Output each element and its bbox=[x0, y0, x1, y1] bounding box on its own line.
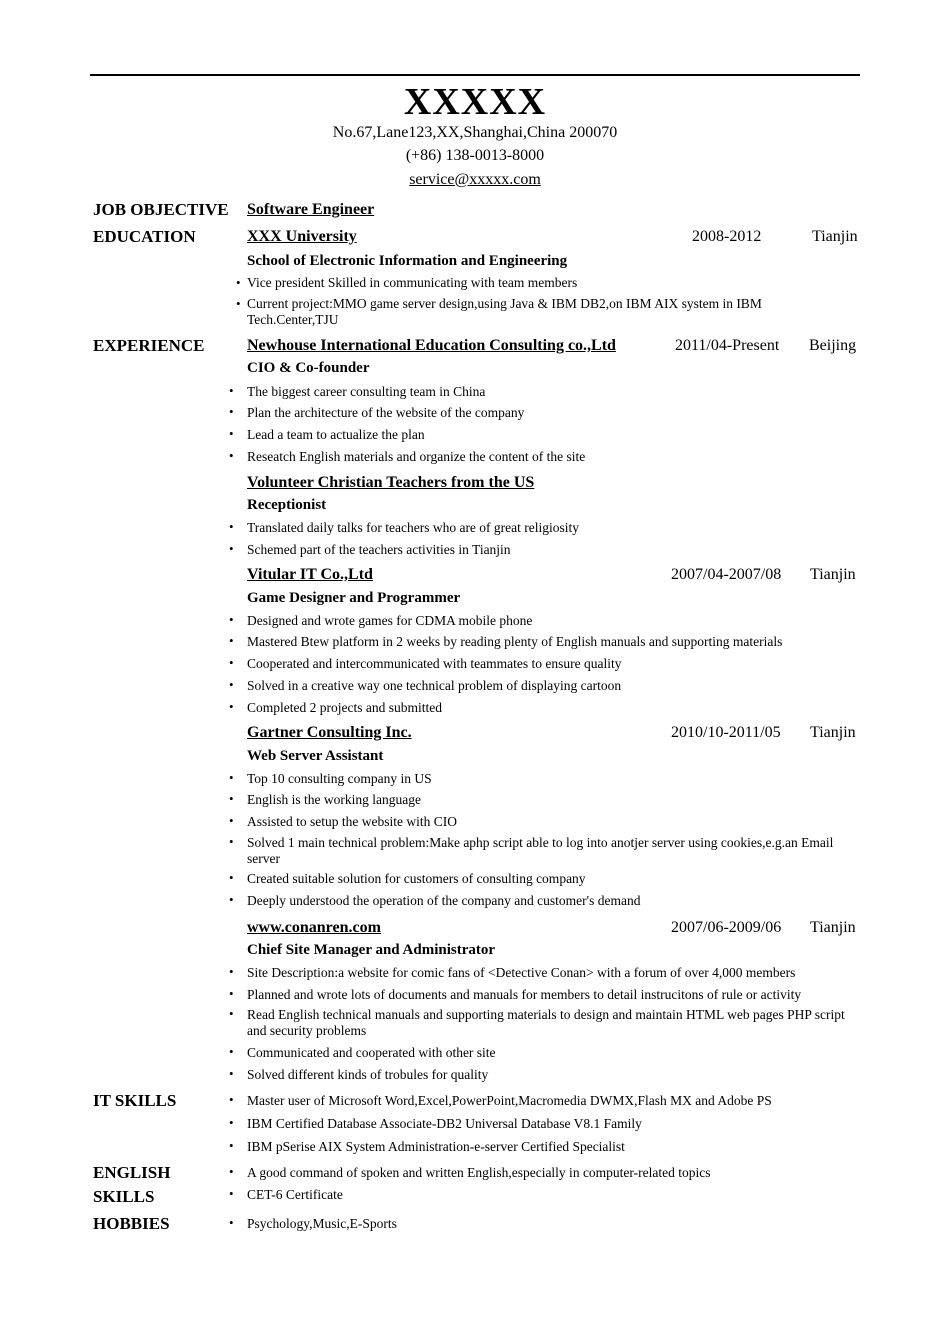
bullet-icon: • bbox=[229, 1138, 234, 1153]
list-item: Read English technical manuals and supporting materials to design and maintain HTML web pages PHP script and security problems bbox=[247, 1007, 845, 1038]
list-item: English is the working language bbox=[247, 792, 421, 807]
bullet-icon: • bbox=[229, 834, 234, 849]
list-item: Planned and wrote lots of documents and manuals for members to detail instrucitons of rule or activity bbox=[247, 987, 802, 1002]
job-role: Chief Site Manager and Administrator bbox=[247, 942, 496, 958]
job-city: Beijing bbox=[809, 337, 857, 354]
bullet-icon: • bbox=[229, 1092, 234, 1107]
email-link[interactable]: service@xxxxx.com bbox=[409, 171, 541, 188]
bullet-icon: • bbox=[229, 791, 234, 806]
job-org[interactable]: www.conanren.com bbox=[247, 919, 381, 936]
list-item: Top 10 consulting company in US bbox=[247, 771, 432, 786]
list-item: Designed and wrote games for CDMA mobile phone bbox=[247, 613, 533, 628]
bullet-icon: • bbox=[236, 296, 241, 311]
job-org: Vitular IT Co.,Ltd bbox=[247, 566, 373, 583]
bullet-icon: • bbox=[229, 699, 234, 714]
job-org: Volunteer Christian Teachers from the US bbox=[247, 474, 535, 491]
job-role: Web Server Assistant bbox=[247, 748, 384, 764]
bullet-icon: • bbox=[236, 275, 241, 290]
bullet-icon: • bbox=[229, 964, 234, 979]
job-role: CIO & Co-founder bbox=[247, 360, 370, 376]
bullet-icon: • bbox=[229, 1215, 234, 1230]
list-item: Deeply understood the operation of the company and customer's demand bbox=[247, 893, 641, 908]
list-item: Cooperated and intercommunicated with teammates to ensure quality bbox=[247, 656, 622, 671]
job-dates: 2007/04-2007/08 bbox=[671, 566, 782, 583]
bullet-icon: • bbox=[229, 448, 234, 463]
bullet-icon: • bbox=[229, 426, 234, 441]
bullet-icon: • bbox=[229, 1115, 234, 1130]
list-item: Created suitable solution for customers of consulting company bbox=[247, 871, 586, 886]
list-item: Current project:MMO game server design,using Java & IBM DB2,on IBM AIX system in IBM Tech.Center,TJU bbox=[247, 296, 762, 327]
list-item: Master user of Microsoft Word,Excel,PowerPoint,Macromedia DWMX,Flash MX and Adobe PS bbox=[247, 1093, 772, 1108]
bullet-icon: • bbox=[229, 633, 234, 648]
bullet-icon: • bbox=[229, 677, 234, 692]
education-faculty: School of Electronic Information and Engineering bbox=[247, 253, 568, 269]
education-dates: 2008-2012 bbox=[692, 228, 762, 245]
section-label-experience: EXPERIENCE bbox=[93, 336, 205, 355]
list-item: Plan the architecture of the website of the company bbox=[247, 405, 525, 420]
job-org: Gartner Consulting Inc. bbox=[247, 724, 412, 741]
job-dates: 2010/10-2011/05 bbox=[671, 724, 781, 741]
list-item: The biggest career consulting team in China bbox=[247, 384, 486, 399]
list-item: Psychology,Music,E-Sports bbox=[247, 1216, 397, 1231]
list-item: Completed 2 projects and submitted bbox=[247, 700, 442, 715]
bullet-icon: • bbox=[229, 986, 234, 1001]
list-item: Translated daily talks for teachers who are of great religiosity bbox=[247, 520, 580, 535]
job-dates: 2007/06-2009/06 bbox=[671, 919, 782, 936]
section-label-english-skills: SKILLS bbox=[93, 1187, 155, 1206]
bullet-icon: • bbox=[229, 813, 234, 828]
bullet-icon: • bbox=[229, 1164, 234, 1179]
list-item: Solved in a creative way one technical problem of displaying cartoon bbox=[247, 678, 622, 693]
bullet-icon: • bbox=[229, 612, 234, 627]
job-dates: 2011/04-Present bbox=[675, 337, 780, 354]
list-item: Communicated and cooperated with other site bbox=[247, 1045, 496, 1060]
job-city: Tianjin bbox=[810, 724, 856, 741]
objective-value: Software Engineer bbox=[247, 201, 375, 218]
header-rule bbox=[90, 74, 860, 76]
phone: (+86) 138-0013-8000 bbox=[405, 147, 545, 164]
bullet-icon: • bbox=[229, 383, 234, 398]
job-city: Tianjin bbox=[810, 919, 856, 936]
bullet-icon: • bbox=[229, 655, 234, 670]
bullet-icon: • bbox=[229, 404, 234, 419]
list-item: IBM pSerise AIX System Administration-e-server Certified Specialist bbox=[247, 1139, 625, 1154]
list-item: CET-6 Certificate bbox=[247, 1187, 343, 1202]
list-item: Vice president Skilled in communicating with team members bbox=[247, 275, 578, 290]
bullet-icon: • bbox=[229, 892, 234, 907]
bullet-icon: • bbox=[229, 870, 234, 885]
job-city: Tianjin bbox=[810, 566, 856, 583]
job-org: Newhouse International Education Consulting co.,Ltd bbox=[247, 337, 616, 354]
list-item: Reseatch English materials and organize the content of the site bbox=[247, 449, 586, 464]
candidate-name: XXXXX bbox=[403, 81, 547, 123]
job-role: Game Designer and Programmer bbox=[247, 590, 461, 606]
bullet-icon: • bbox=[229, 1006, 234, 1021]
bullet-icon: • bbox=[229, 541, 234, 556]
bullet-icon: • bbox=[229, 1044, 234, 1059]
list-item: Lead a team to actualize the plan bbox=[247, 427, 425, 442]
bullet-icon: • bbox=[229, 1186, 234, 1201]
list-item: A good command of spoken and written English,especially in computer-related topics bbox=[247, 1165, 711, 1180]
list-item: Solved different kinds of trobules for quality bbox=[247, 1067, 489, 1082]
bullet-icon: • bbox=[229, 1066, 234, 1081]
job-role: Receptionist bbox=[247, 497, 327, 513]
address: No.67,Lane123,XX,Shanghai,China 200070 bbox=[332, 124, 618, 141]
list-item: Mastered Btew platform in 2 weeks by reading plenty of English manuals and supporting materials bbox=[247, 634, 783, 649]
list-item: Schemed part of the teachers activities in Tianjin bbox=[247, 542, 511, 557]
bullet-icon: • bbox=[229, 519, 234, 534]
section-label-english: ENGLISH bbox=[93, 1163, 171, 1182]
section-label-objective: JOB OBJECTIVE bbox=[93, 200, 229, 219]
list-item: Assisted to setup the website with CIO bbox=[247, 814, 457, 829]
section-label-education: EDUCATION bbox=[93, 227, 196, 246]
list-item: Solved 1 main technical problem:Make aphp script able to log into anotjer server using cookies,e.g.an Email server bbox=[247, 835, 834, 866]
list-item: IBM Certified Database Associate-DB2 Universal Database V8.1 Family bbox=[247, 1116, 642, 1131]
section-label-it-skills: IT SKILLS bbox=[93, 1091, 177, 1110]
education-city: Tianjin bbox=[812, 228, 858, 245]
section-label-hobbies: HOBBIES bbox=[93, 1214, 170, 1233]
education-school: XXX University bbox=[247, 228, 357, 245]
bullet-icon: • bbox=[229, 770, 234, 785]
list-item: Site Description:a website for comic fans of <Detective Conan> with a forum of over 4,000 members bbox=[247, 965, 796, 980]
